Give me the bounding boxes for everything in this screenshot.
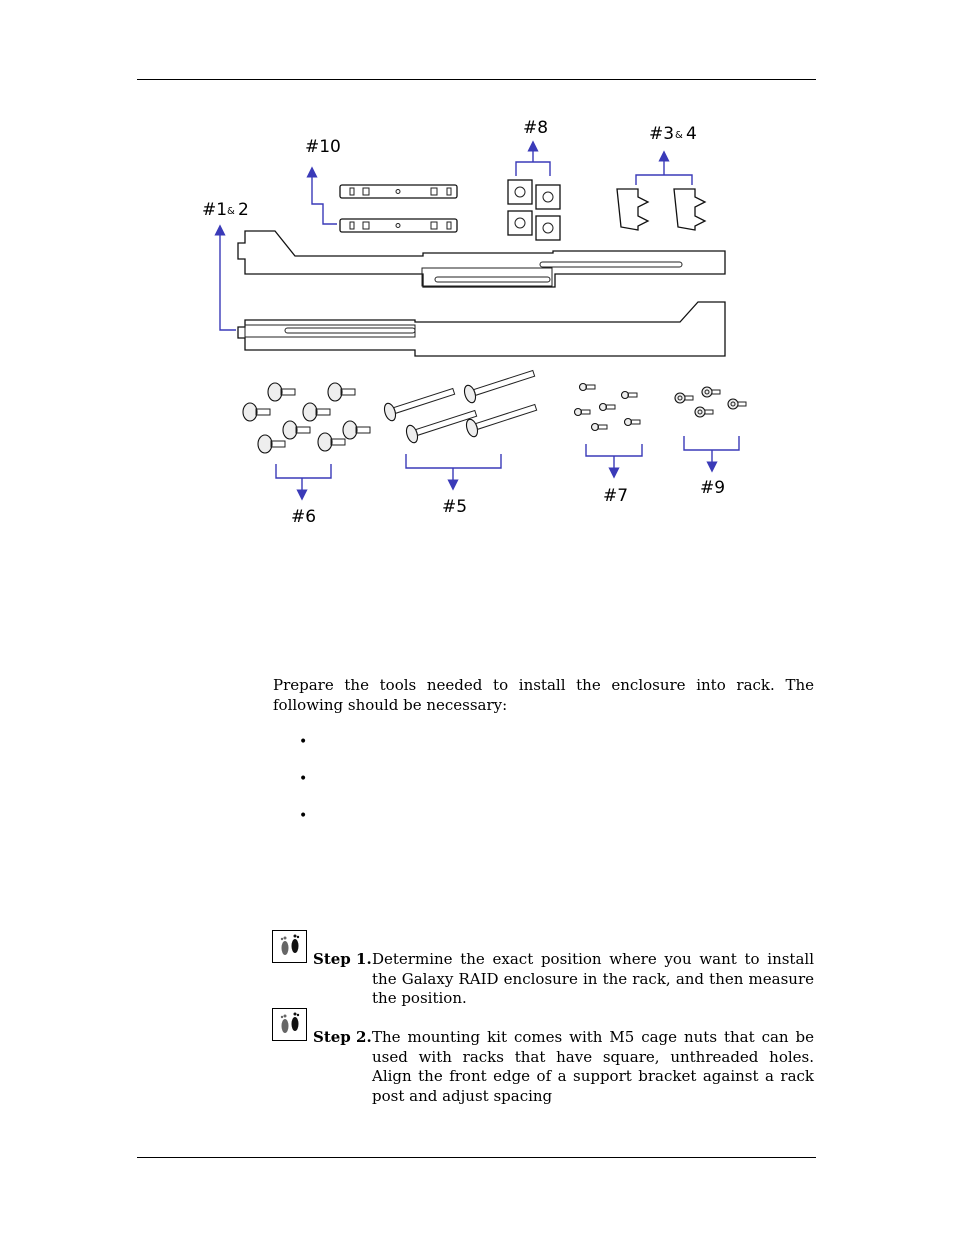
brackets-arrow <box>636 156 692 185</box>
thumb-screws-label: #6 <box>291 507 317 527</box>
rails-label-a: #1 <box>202 200 228 220</box>
cage-nuts-arrow <box>516 146 550 176</box>
brackets-label-a: #3 <box>649 124 675 144</box>
long-screws-part <box>382 365 538 444</box>
small-screws-arrow <box>586 444 642 473</box>
footer-rule <box>137 1157 816 1158</box>
washer-screws-arrow <box>684 436 739 467</box>
bullet-1: • <box>299 734 308 750</box>
footprint-icon <box>272 1008 307 1041</box>
washer-screws-label: #9 <box>700 478 726 498</box>
step-2-label: Step 2. <box>313 1028 372 1046</box>
thumb-screws-arrow <box>276 464 331 495</box>
step-2-text: The mounting kit comes with M5 cage nuts that can be used with racks that have square, unthreaded holes. Align the front edge of a support bracket against a rack post and adjust spacing <box>372 1028 814 1105</box>
brackets-label-amp: & <box>675 130 683 141</box>
long-screws-label: #5 <box>442 497 468 517</box>
step-1-text: Determine the exact position where you want to install the Galaxy RAID enclosure in the rack, and then measure the position. <box>372 950 814 1007</box>
rails-part <box>238 231 725 356</box>
cage-nuts-label: #8 <box>523 118 549 138</box>
cage-nuts-part <box>508 180 560 240</box>
brackets-part <box>617 189 705 230</box>
small-screws-part <box>575 384 641 431</box>
nut-bars-label: #10 <box>305 137 341 157</box>
bullet-2: • <box>299 771 308 787</box>
nut-bars-part <box>340 185 457 232</box>
washer-screws-part <box>675 387 746 417</box>
bullet-3: • <box>299 808 308 824</box>
intro-paragraph: Prepare the tools needed to install the enclosure into rack. The following should be necessary: <box>273 676 814 714</box>
brackets-label-b: 4 <box>686 124 697 144</box>
mounting-kit-figure <box>190 112 760 532</box>
rails-label-b: 2 <box>238 200 249 220</box>
footprint-icon <box>272 930 307 963</box>
small-screws-label: #7 <box>603 486 629 506</box>
rails-label-amp: & <box>227 206 235 217</box>
thumb-screws-part <box>243 383 370 453</box>
rails-arrow <box>220 230 236 330</box>
nut-bars-arrow <box>312 172 337 224</box>
long-screws-arrow <box>406 454 501 485</box>
header-rule <box>137 79 816 80</box>
step-1-label: Step 1. <box>313 950 372 968</box>
